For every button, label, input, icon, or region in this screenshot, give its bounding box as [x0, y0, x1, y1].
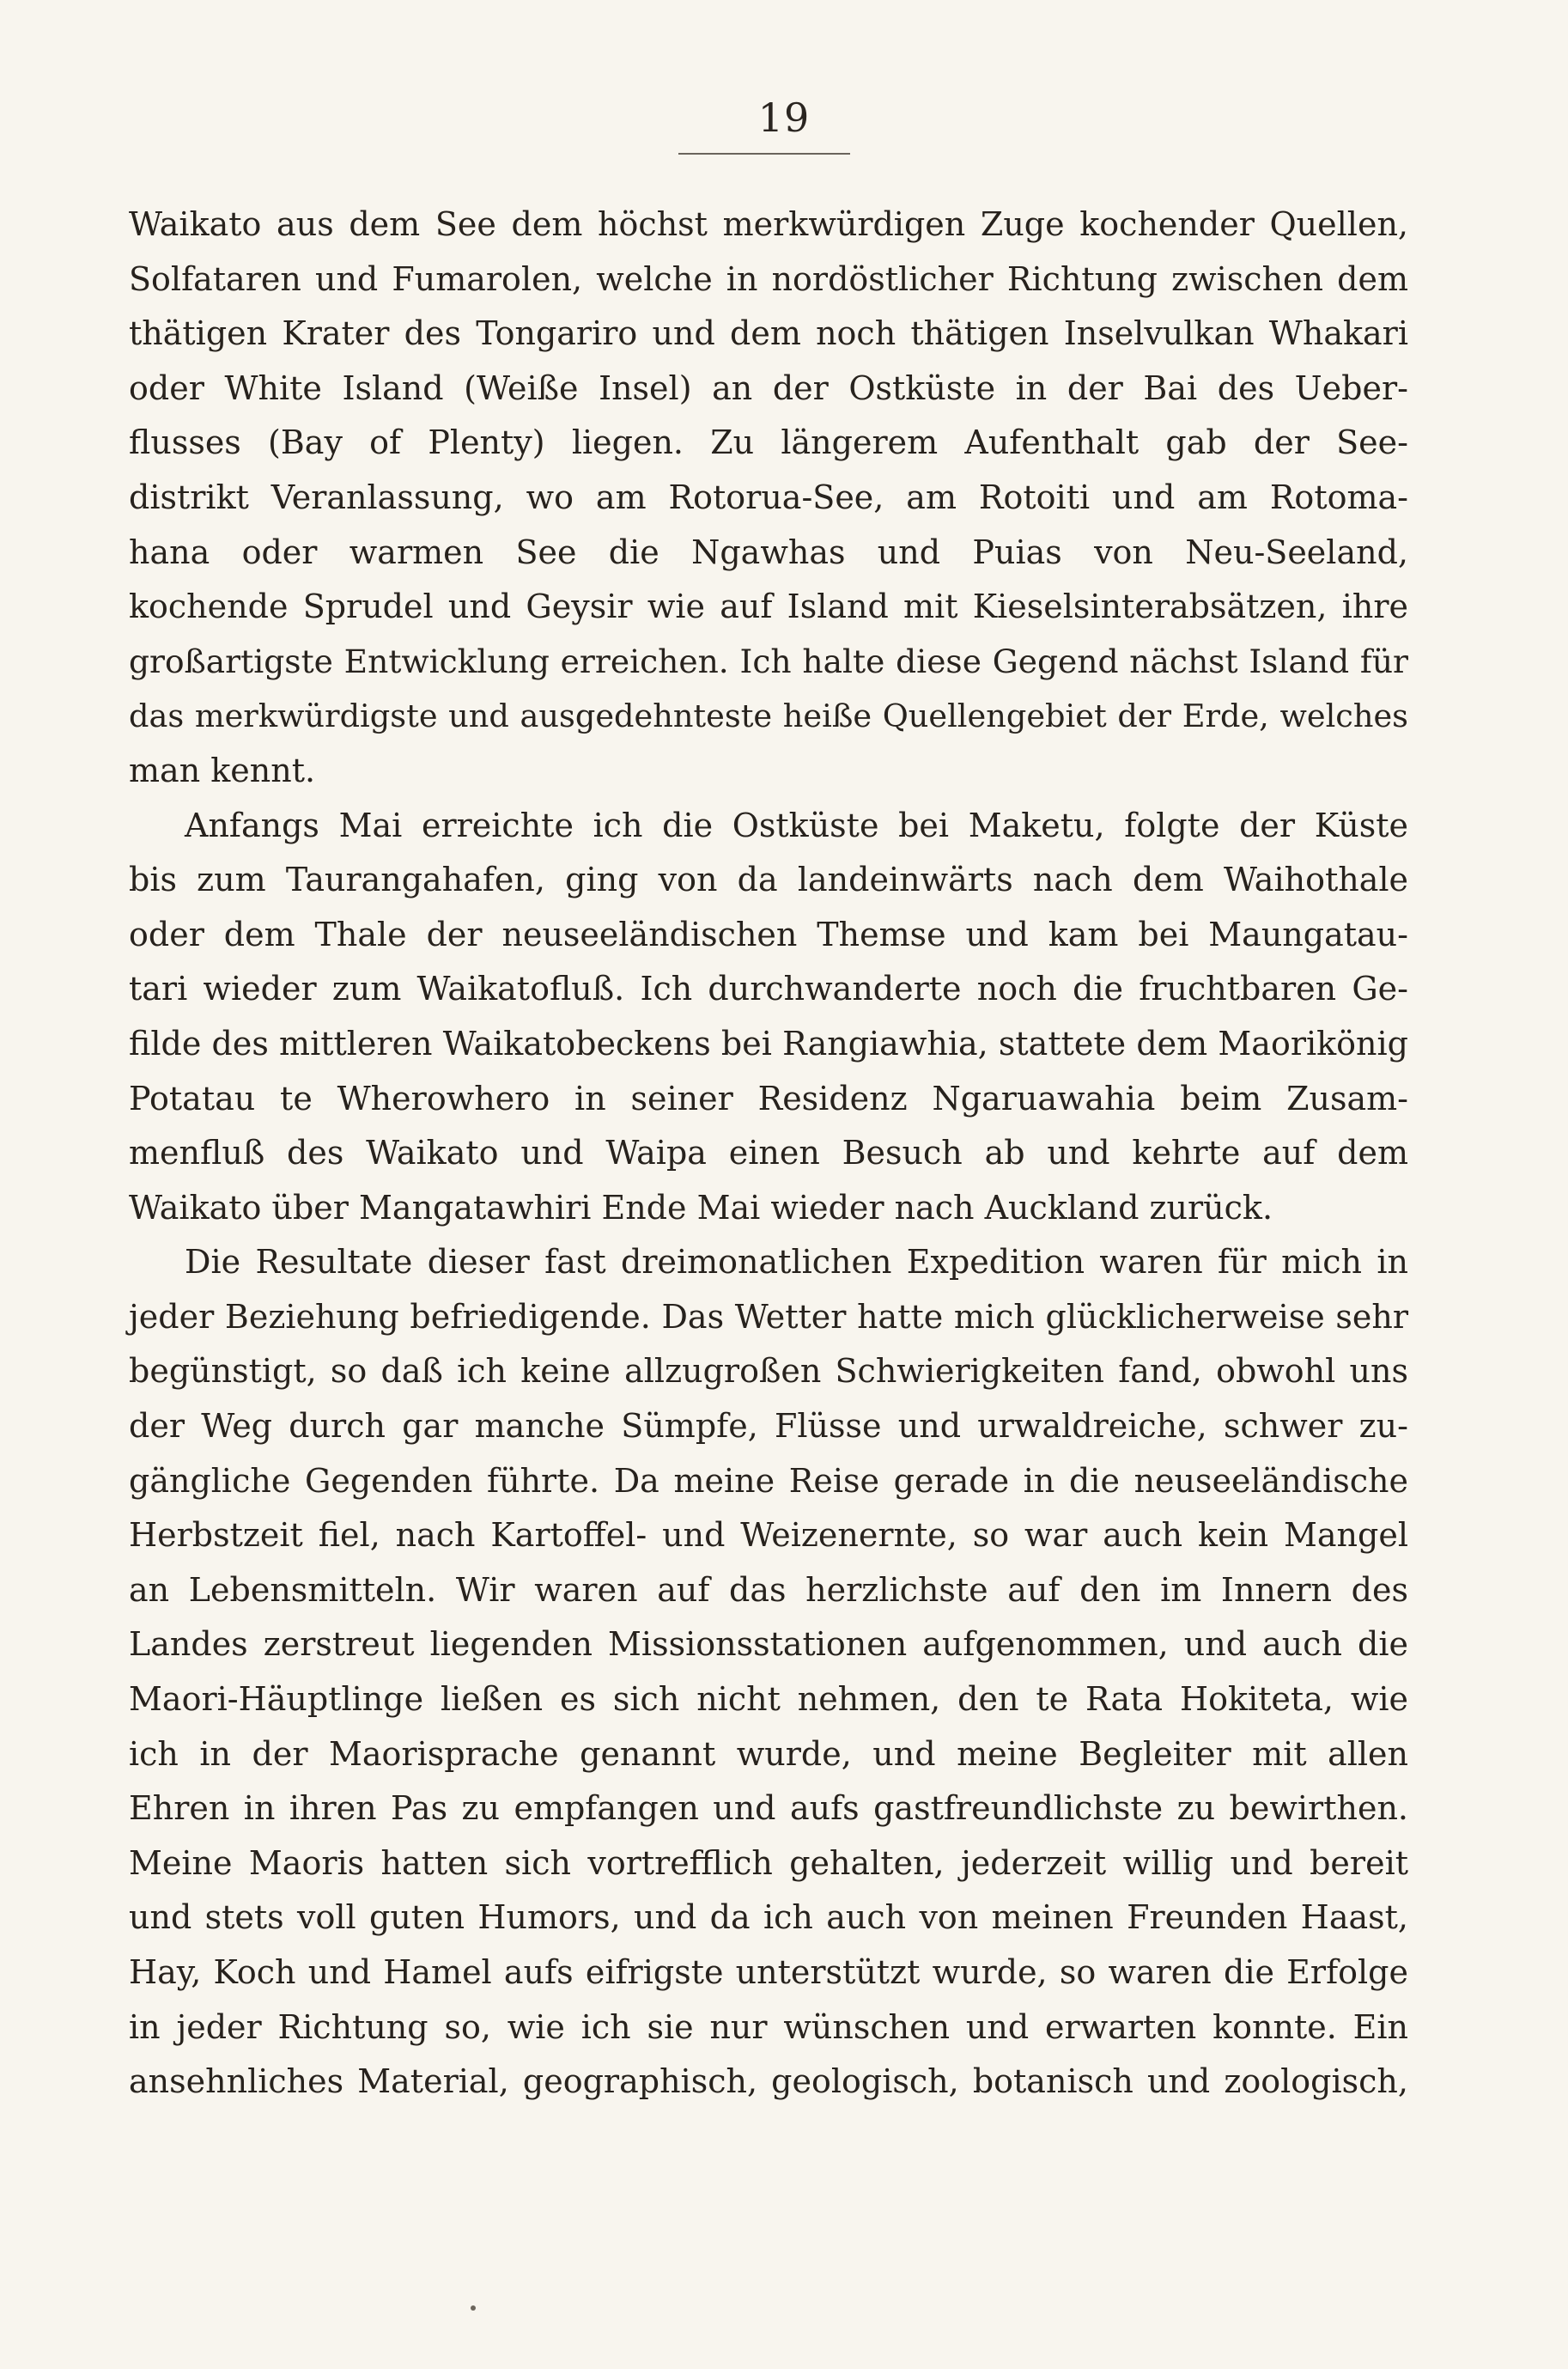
text-line: Solfataren und Fumarolen, welche in nordöstlicher Richtung zwischen dem — [129, 259, 1408, 298]
text-line: gängliche Gegenden führte. Da meine Reise gerade in die neuseeländische — [129, 1461, 1408, 1500]
text-line: Die Resultate dieser fast dreimonatlichen Expedition waren für mich in — [185, 1243, 1408, 1282]
text-line: und stets voll guten Humors, und da ich auch von meinen Freunden Haast, — [129, 1898, 1408, 1937]
text-line: Maori-Häuptlinge ließen es sich nicht nehmen, den te Rata Hokiteta, wie — [129, 1680, 1408, 1719]
text-line: man kennt. — [129, 751, 316, 789]
text-line: Potatau te Wherowhero in seiner Residenz Ngaruawahia beim Zusam- — [129, 1079, 1408, 1118]
text-line: Landes zerstreut liegenden Missionsstationen aufgenommen, und auch die — [129, 1625, 1408, 1664]
header-rule — [678, 153, 850, 155]
text-line: menfluß des Waikato und Waipa einen Besuch ab und kehrte auf dem — [129, 1134, 1408, 1172]
text-line: kochende Sprudel und Geysir wie auf Island mit Kieselsinterabsätzen, ihre — [129, 588, 1408, 626]
text-line: thätigen Krater des Tongariro und dem noch thätigen Inselvulkan Whakari — [129, 314, 1408, 353]
text-line: bis zum Taurangahafen, ging von da landeinwärts nach dem Waihothale — [129, 861, 1408, 899]
text-line: Waikato über Mangatawhiri Ende Mai wieder nach Auckland zurück. — [129, 1188, 1273, 1227]
text-line: jeder Beziehung befriedigende. Das Wetter hatte mich glücklicherweise sehr — [129, 1297, 1408, 1336]
text-line: der Weg durch gar manche Sümpfe, Flüsse und urwaldreiche, schwer zu- — [129, 1407, 1408, 1446]
text-line: flusses (Bay of Plenty) liegen. Zu längerem Aufenthalt gab der See- — [129, 423, 1408, 462]
text-line: oder White Island (Weiße Insel) an der Ostküste in der Bai des Ueber- — [129, 368, 1408, 407]
text-line: tari wieder zum Waikatofluß. Ich durchwanderte noch die fruchtbaren Ge- — [129, 970, 1408, 1008]
body-text — [129, 198, 1408, 2110]
text-line: großartigste Entwicklung erreichen. Ich halte diese Gegend nächst Island für — [129, 642, 1408, 680]
text-line: Anfangs Mai erreichte ich die Ostküste bei Maketu, folgte der Küste — [185, 806, 1408, 844]
text-line: ansehnliches Material, geographisch, geologisch, botanisch und zoologisch, — [129, 2062, 1408, 2101]
text-line: distrikt Veranlassung, wo am Rotorua-See, am Rotoiti und am Rotoma- — [129, 478, 1408, 516]
text-line: in jeder Richtung so, wie ich sie nur wünschen und erwarten konnte. Ein — [129, 2007, 1408, 2046]
text-line: Hay, Koch und Hamel aufs eifrigste unterstützt wurde, so waren die Erfolge — [129, 1953, 1408, 1991]
text-line: an Lebensmitteln. Wir waren auf das herzlichste auf den im Innern des — [129, 1570, 1408, 1609]
text-line: hana oder warmen See die Ngawhas und Puias von Neu-Seeland, — [129, 533, 1408, 571]
text-line: Waikato aus dem See dem höchst merkwürdigen Zuge kochender Quellen, — [129, 205, 1408, 243]
text-line: Ehren in ihren Pas zu empfangen und aufs gastfreundlichste zu bewirthen. — [129, 1789, 1408, 1828]
text-line: begünstigt, so daß ich keine allzugroßen Schwierigkeiten fand, obwohl uns — [129, 1352, 1408, 1391]
text-line: oder dem Thale der neuseeländischen Themse und kam bei Maungatau- — [129, 915, 1408, 953]
text-line: filde des mittleren Waikatobeckens bei Rangiawhia, stattete dem Maorikönig — [129, 1024, 1408, 1063]
ink-speck — [471, 2305, 476, 2311]
text-line: ich in der Maorisprache genannt wurde, und meine Begleiter mit allen — [129, 1734, 1408, 1773]
text-line: das merkwürdigste und ausgedehnteste heiße Quellengebiet der Erde, welches — [129, 697, 1408, 735]
text-line: Herbstzeit fiel, nach Kartoffel- und Weizenernte, so war auch kein Mangel — [129, 1516, 1408, 1555]
page-number: 19 — [757, 94, 811, 141]
text-line: Meine Maoris hatten sich vortrefflich gehalten, jederzeit willig und bereit — [129, 1843, 1408, 1882]
